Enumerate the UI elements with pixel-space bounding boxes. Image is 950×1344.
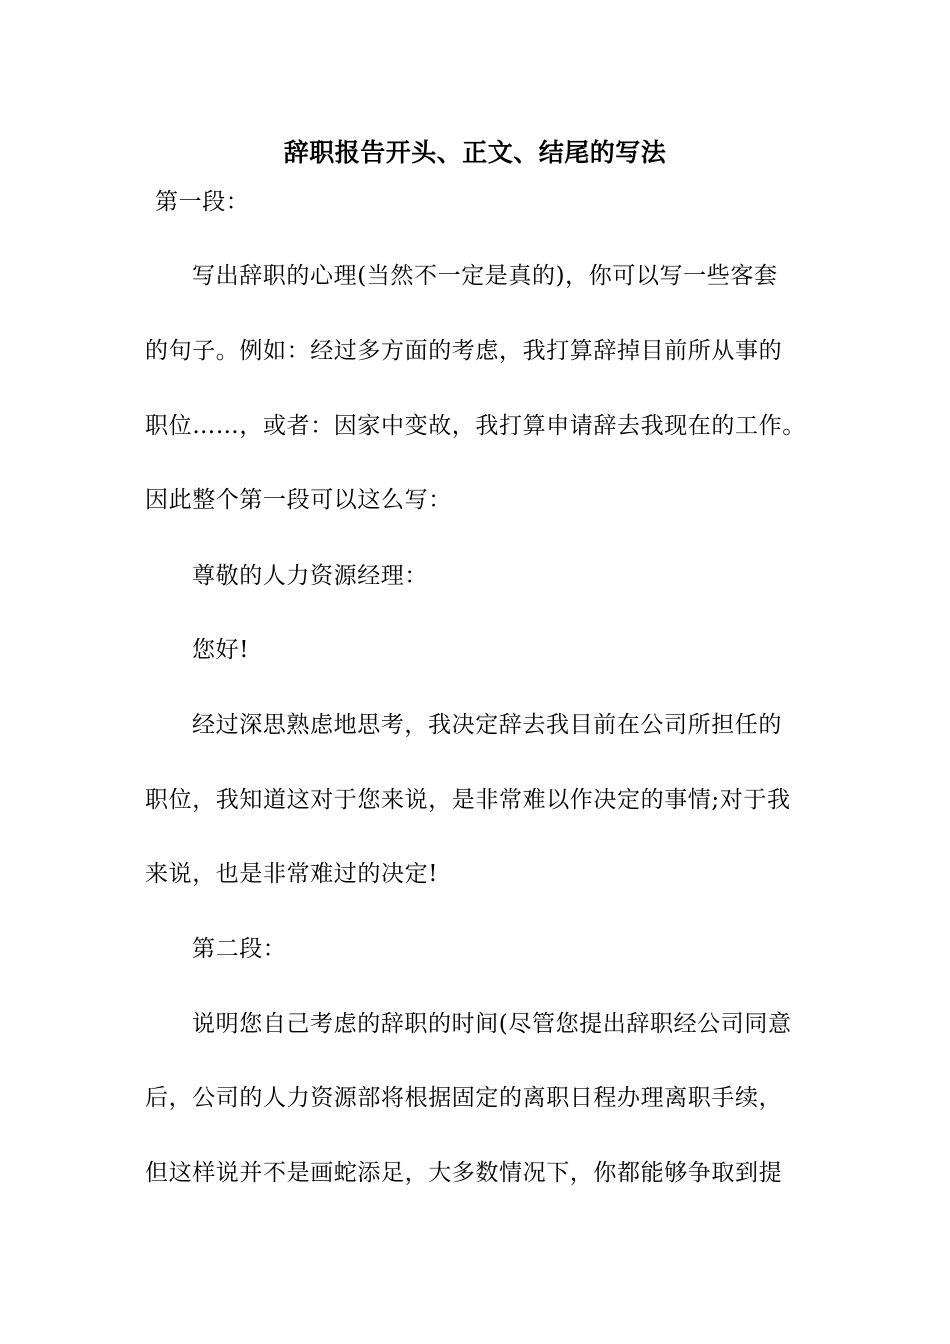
document-title: 辞职报告开头、正文、结尾的写法 bbox=[283, 138, 667, 167]
paragraph-line: 职位……，或者：因家中变故，我打算申请辞去我现在的工作。 bbox=[145, 413, 806, 439]
paragraph-line: 因此整个第一段可以这么写： bbox=[145, 487, 452, 513]
section-heading-2: 第二段： bbox=[192, 936, 287, 962]
section-heading-1: 第一段： bbox=[155, 189, 250, 215]
paragraph-line: 后，公司的人力资源部将根据固定的离职日程办理离职手续， bbox=[145, 1085, 783, 1111]
paragraph-line: 职位，我知道这对于您来说，是非常难以作决定的事情;对于我 bbox=[145, 787, 791, 813]
paragraph-line: 来说，也是非常难过的决定! bbox=[145, 861, 439, 887]
paragraph-line: 写出辞职的心理(当然不一定是真的)，你可以写一些客套 bbox=[192, 263, 778, 289]
greeting-line: 您好! bbox=[192, 637, 250, 663]
paragraph-line: 的句子。例如：经过多方面的考虑，我打算辞掉目前所从事的 bbox=[145, 338, 783, 364]
paragraph-line: 但这样说并不是画蛇添足，大多数情况下，你都能够争取到提 bbox=[145, 1160, 783, 1186]
salutation-line: 尊敬的人力资源经理： bbox=[192, 563, 428, 589]
paragraph-line: 说明您自己考虑的辞职的时间(尽管您提出辞职经公司同意 bbox=[192, 1011, 792, 1037]
paragraph-line: 经过深思熟虑地思考，我决定辞去我目前在公司所担任的 bbox=[192, 712, 782, 738]
